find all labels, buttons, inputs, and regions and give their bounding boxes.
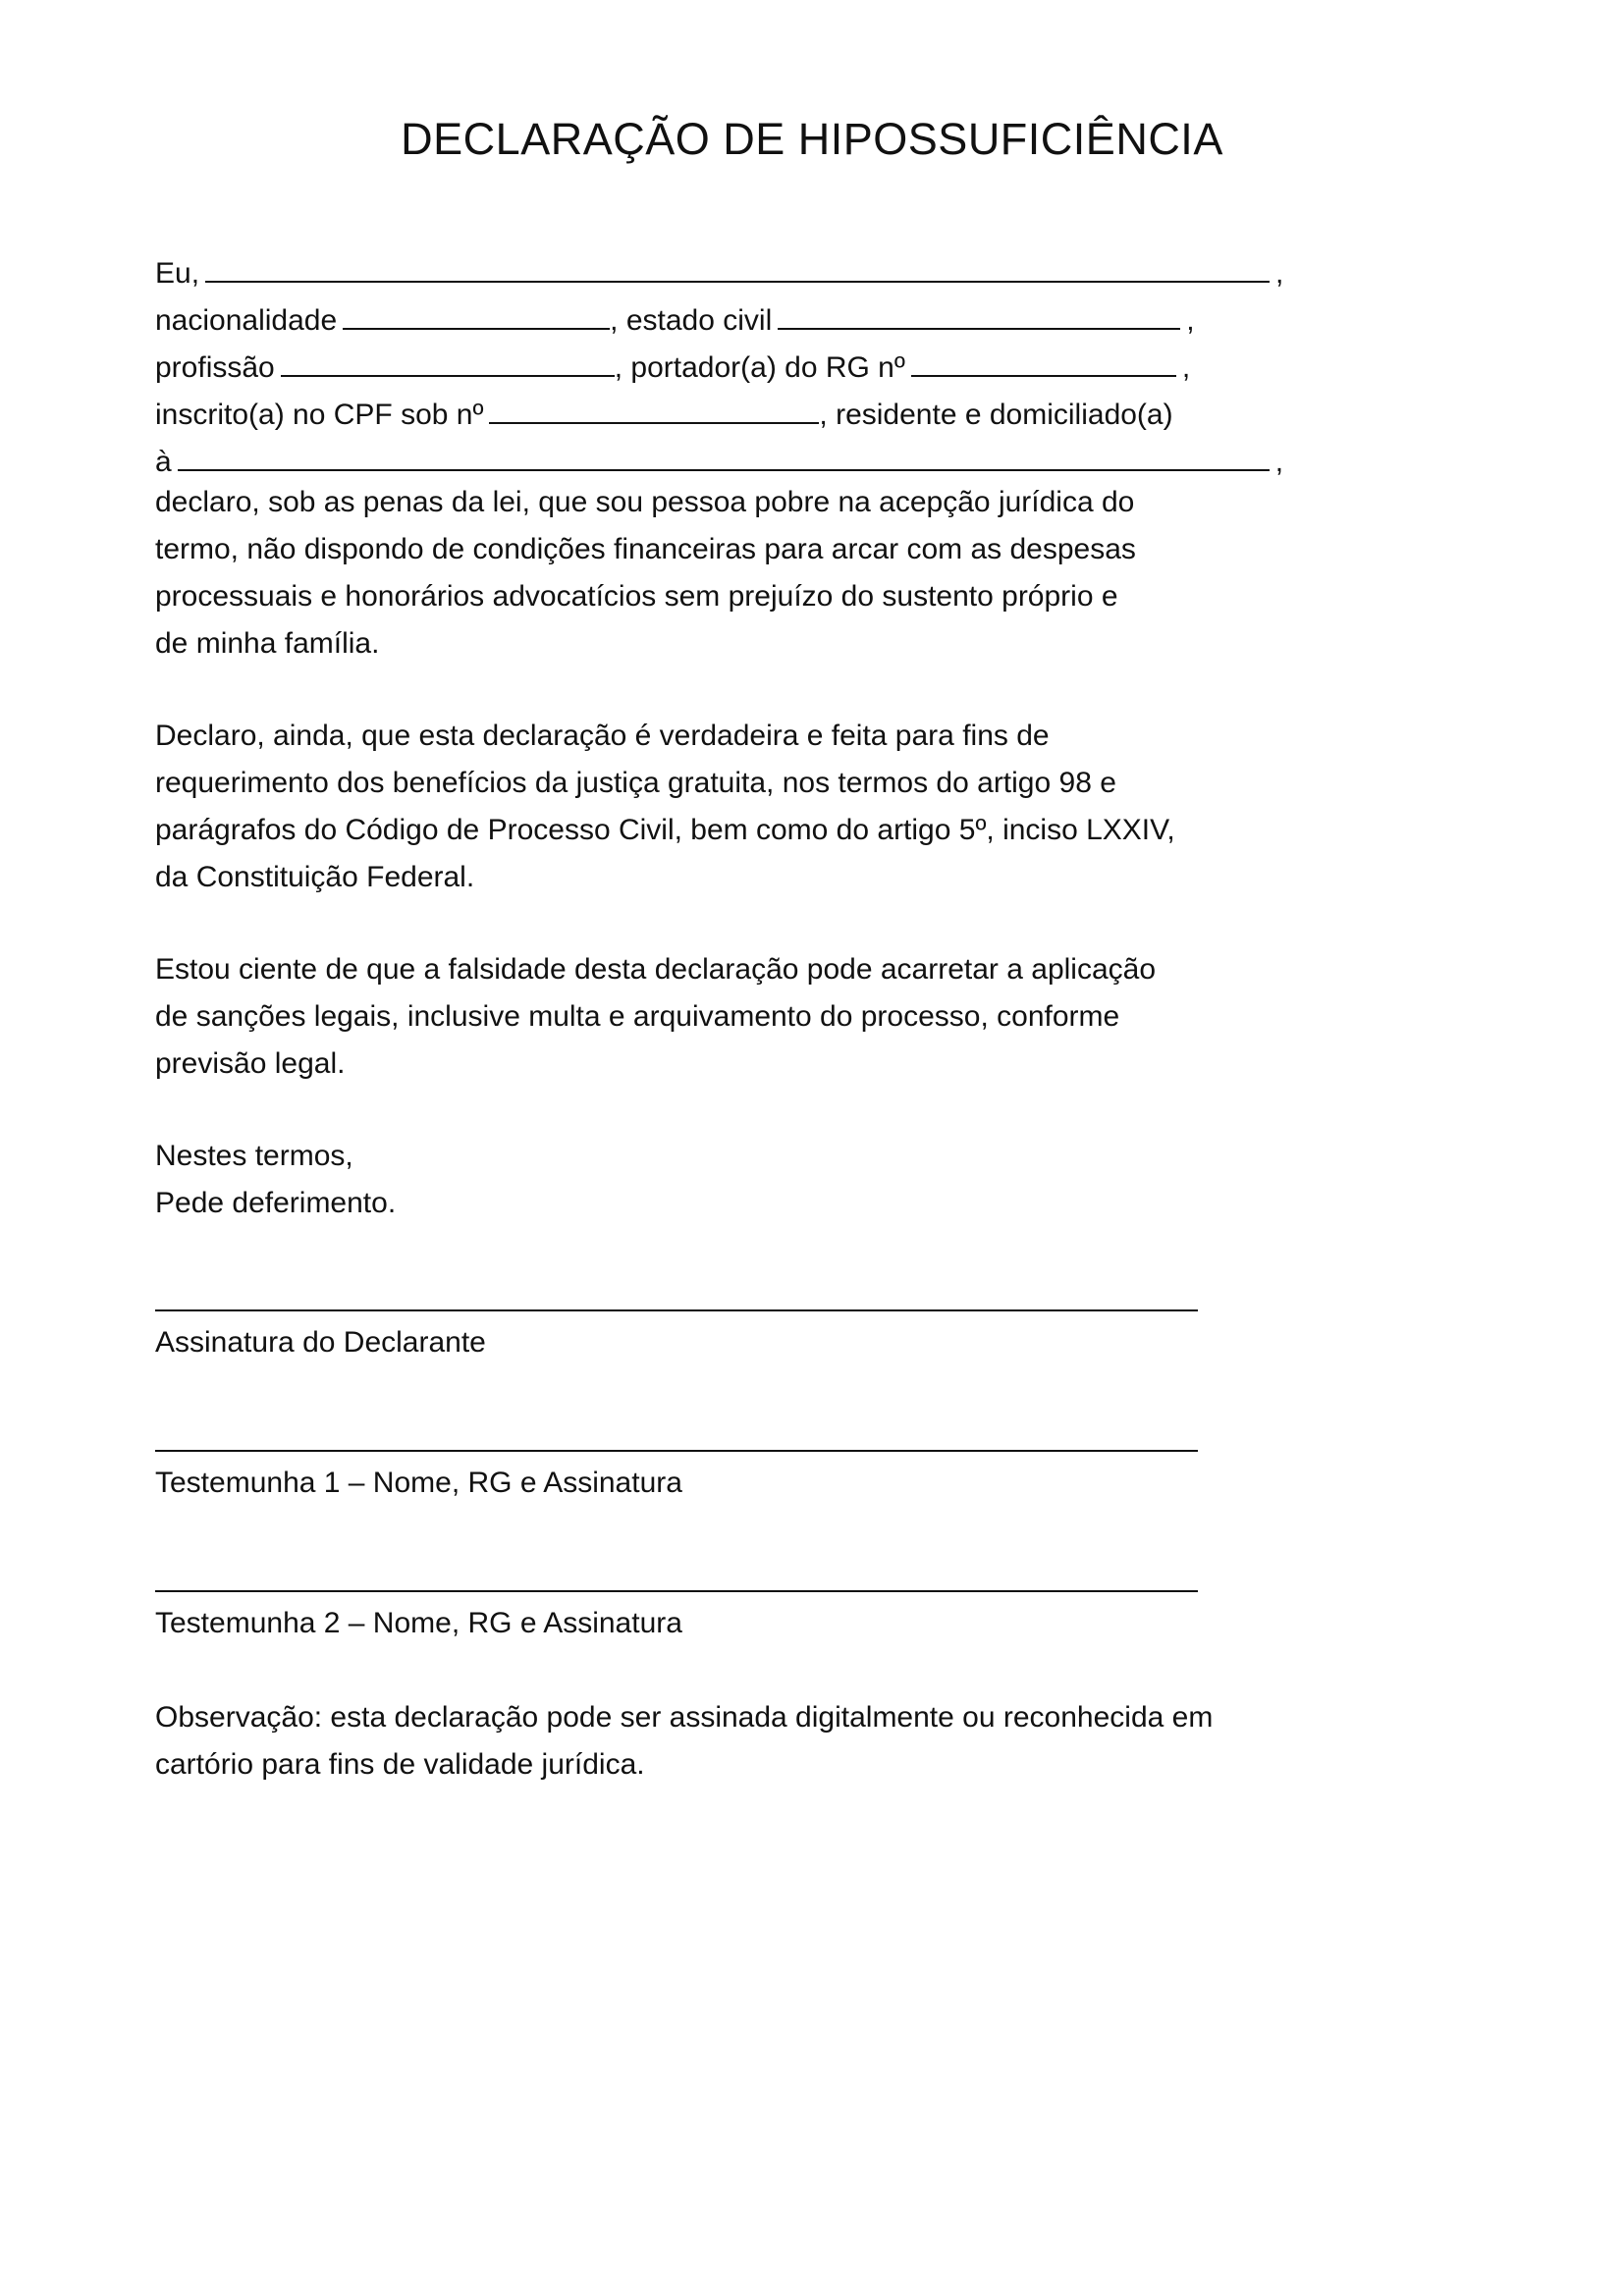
paragraph-line: Declaro, ainda, que esta declaração é verdadeira e feita para fins de	[155, 720, 1050, 752]
address-prefix: à	[155, 446, 172, 478]
marital-status-label: , estado civil	[610, 304, 773, 337]
awareness-paragraph	[155, 946, 1156, 1088]
witness1-signature-label: Testemunha 1 – Nome, RG e Assinatura	[155, 1467, 682, 1499]
document-title: DECLARAÇÃO DE HIPOSSUFICIÊNCIA	[401, 114, 1223, 164]
marital-status-blank[interactable]	[778, 294, 1180, 330]
cpf-blank[interactable]	[489, 389, 819, 424]
paragraph-line: declaro, sob as penas da lei, que sou pessoa pobre na acepção jurídica do	[155, 486, 1135, 518]
purpose-paragraph	[155, 713, 1175, 901]
paragraph-line: de minha família.	[155, 627, 380, 660]
paragraph-line: requerimento dos benefícios da justiça gratuita, nos termos do artigo 98 e	[155, 767, 1116, 799]
witness2-signature-label: Testemunha 2 – Nome, RG e Assinatura	[155, 1607, 682, 1639]
declaration-paragraph	[155, 479, 1136, 667]
nationality-label: nacionalidade	[155, 304, 338, 337]
name-prefix: Eu,	[155, 257, 200, 290]
address-suffix: ,	[1274, 446, 1284, 478]
rg-blank[interactable]	[911, 342, 1176, 377]
paragraph-line: da Constituição Federal.	[155, 861, 475, 893]
paragraph-line: termo, não dispondo de condições financeiras para arcar com as despesas	[155, 533, 1136, 565]
observation-note	[155, 1694, 1213, 1789]
paragraph-line: processuais e honorários advocatícios sem prejuízo do sustento próprio e	[155, 580, 1118, 613]
witness1-signature-line[interactable]	[155, 1450, 1198, 1452]
paragraph-line: previsão legal.	[155, 1047, 346, 1080]
observation-line: cartório para fins de validade jurídica.	[155, 1748, 645, 1781]
observation-line: Observação: esta declaração pode ser assinada digitalmente ou reconhecida em	[155, 1701, 1214, 1734]
profession-label: profissão	[155, 351, 275, 384]
nationality-blank[interactable]	[343, 294, 610, 330]
profession-line	[155, 342, 1190, 389]
name-suffix: ,	[1275, 257, 1284, 290]
paragraph-line: parágrafos do Código de Processo Civil, bem como do artigo 5º, inciso LXXIV,	[155, 814, 1175, 846]
rg-label: , portador(a) do RG nº	[614, 351, 905, 384]
cpf-line	[155, 389, 1173, 436]
rg-suffix: ,	[1181, 351, 1191, 384]
closing-block	[155, 1133, 396, 1227]
closing-line: Nestes termos,	[155, 1140, 353, 1172]
name-blank[interactable]	[205, 247, 1270, 283]
declarant-signature-line[interactable]	[155, 1309, 1198, 1311]
cpf-label: inscrito(a) no CPF sob nº	[155, 399, 484, 431]
declarant-signature-label: Assinatura do Declarante	[155, 1326, 486, 1359]
marital-status-suffix: ,	[1186, 304, 1195, 337]
address-blank[interactable]	[178, 436, 1270, 471]
paragraph-line: de sanções legais, inclusive multa e arquivamento do processo, conforme	[155, 1000, 1120, 1033]
residence-label: , residente e domiciliado(a)	[819, 399, 1173, 431]
closing-line: Pede deferimento.	[155, 1187, 397, 1219]
address-line	[155, 436, 1283, 483]
nationality-line	[155, 294, 1195, 342]
witness2-signature-line[interactable]	[155, 1590, 1198, 1592]
profession-blank[interactable]	[281, 342, 615, 377]
paragraph-line: Estou ciente de que a falsidade desta declaração pode acarretar a aplicação	[155, 953, 1157, 986]
name-line	[155, 247, 1283, 294]
